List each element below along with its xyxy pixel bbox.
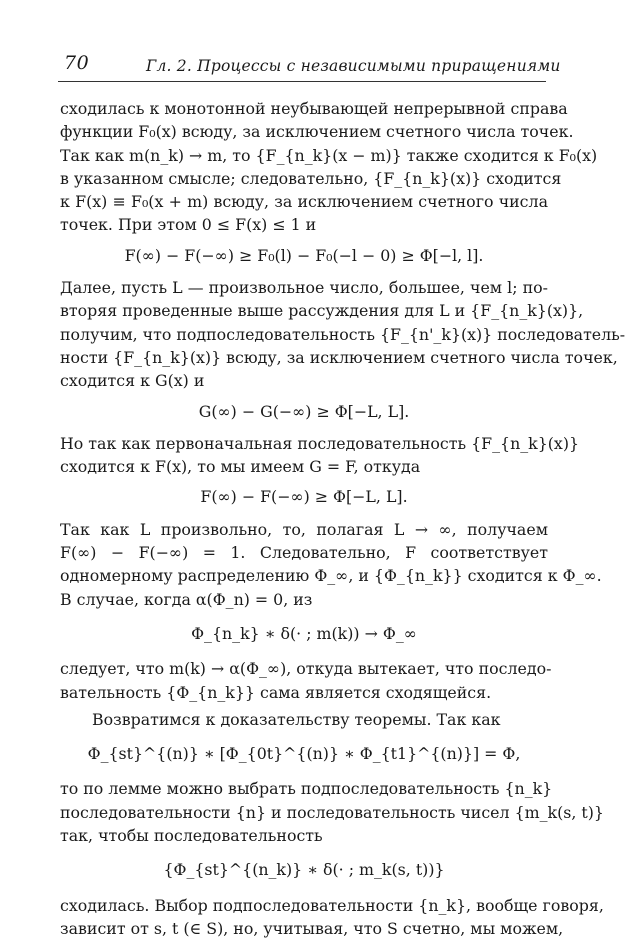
- display-formula-1: F(∞) − F(−∞) ≥ F₀(l) − F₀(−l − 0) ≥ Φ[−l, l].: [124, 245, 484, 265]
- text-line: зависит от s, t (∈ S), но, учитывая, что S счетно, мы можем,: [60, 918, 564, 938]
- paragraph-5: [60, 657, 552, 704]
- text-body: [60, 97, 625, 940]
- paragraph-2: [60, 276, 625, 392]
- text-line: F(∞) − F(−∞) = 1. Следовательно, F соответствует: [60, 543, 548, 563]
- display-formula-3: F(∞) − F(−∞) ≥ Φ[−L, L].: [200, 487, 408, 507]
- text-line: функции F₀(x) всюду, за исключением счетного числа точек.: [60, 122, 574, 142]
- page-header: [0, 0, 602, 88]
- paragraph-1: [60, 97, 598, 237]
- header-rule: [58, 81, 546, 82]
- text-line: последовательности {n} и последовательность чисел {m_k(s, t)}: [60, 802, 604, 822]
- text-line: получим, что подпоследовательность {F_{n'_k}(x)} последователь-: [60, 324, 625, 344]
- text-line: вторяя проведенные выше рассуждения для L и {F_{n_k}(x)},: [60, 301, 584, 321]
- display-formula-4: Φ_{n_k} ∗ δ(· ; m(k)) → Φ_∞: [191, 623, 417, 643]
- text-line: Так как L произвольно, то, полагая L → ∞, получаем: [60, 519, 548, 539]
- text-line: точек. При этом 0 ≤ F(x) ≤ 1 и: [60, 215, 317, 235]
- text-line: к F(x) ≡ F₀(x + m) всюду, за исключением счетного числа: [60, 192, 548, 212]
- text-line: ности {F_{n_k}(x)} всюду, за исключением счетного числа точек,: [60, 347, 618, 367]
- page-number: 70: [64, 52, 90, 74]
- text-line: В случае, когда α(Φ_n) = 0, из: [60, 589, 313, 609]
- text-line: так, чтобы последовательность: [60, 826, 323, 846]
- paragraph-3: [60, 432, 580, 479]
- text-line: вательность {Φ_{n_k}} сама является сходящейся.: [60, 682, 492, 702]
- text-line: сходится к F(x), то мы имеем G = F, откуда: [60, 457, 421, 477]
- display-formula-2: G(∞) − G(−∞) ≥ Φ[−L, L].: [198, 401, 410, 421]
- text-line: сходилась к монотонной неубывающей непрерывной справа: [60, 99, 568, 118]
- text-line: то по лемме можно выбрать подпоследовательность {n_k}: [60, 779, 553, 799]
- text-line: в указанном смысле; следовательно, {F_{n_k}(x)} сходится: [60, 168, 562, 188]
- paragraph-7: [60, 777, 604, 847]
- text-line: Возвратимся к доказательству теоремы. Так как: [92, 709, 501, 729]
- paragraph-4: [60, 518, 602, 611]
- text-line: Но так как первоначальная последовательность {F_{n_k}(x)}: [60, 433, 580, 453]
- text-line: сходится к G(x) и: [60, 371, 205, 391]
- paragraph-8: [60, 894, 604, 941]
- text-line: сходилась. Выбор подпоследовательности {n_k}, вообще говоря,: [60, 895, 604, 915]
- paragraph-6: [60, 708, 548, 731]
- display-formula-5: Φ_{st}^{(n)} ∗ [Φ_{0t}^{(n)} ∗ Φ_{t1}^{(n)}] = Φ,: [87, 744, 521, 764]
- text-line: Далее, пусть L — произвольное число, большее, чем l; по-: [60, 278, 548, 298]
- text-line: одномерному распределению Φ_∞, и {Φ_{n_k}} сходится к Φ_∞.: [60, 566, 602, 586]
- display-formula-6: {Φ_{st}^{(n_k)} ∗ δ(· ; m_k(s, t))}: [163, 860, 445, 880]
- text-line: следует, что m(k) → α(Φ_∞), откуда вытекает, что последо-: [60, 659, 552, 679]
- running-title: Гл. 2. Процессы с независимыми приращениями: [146, 57, 561, 75]
- text-line: Так как m(n_k) → m, то {F_{n_k}(x − m)} также сходится к F₀(x): [60, 145, 598, 165]
